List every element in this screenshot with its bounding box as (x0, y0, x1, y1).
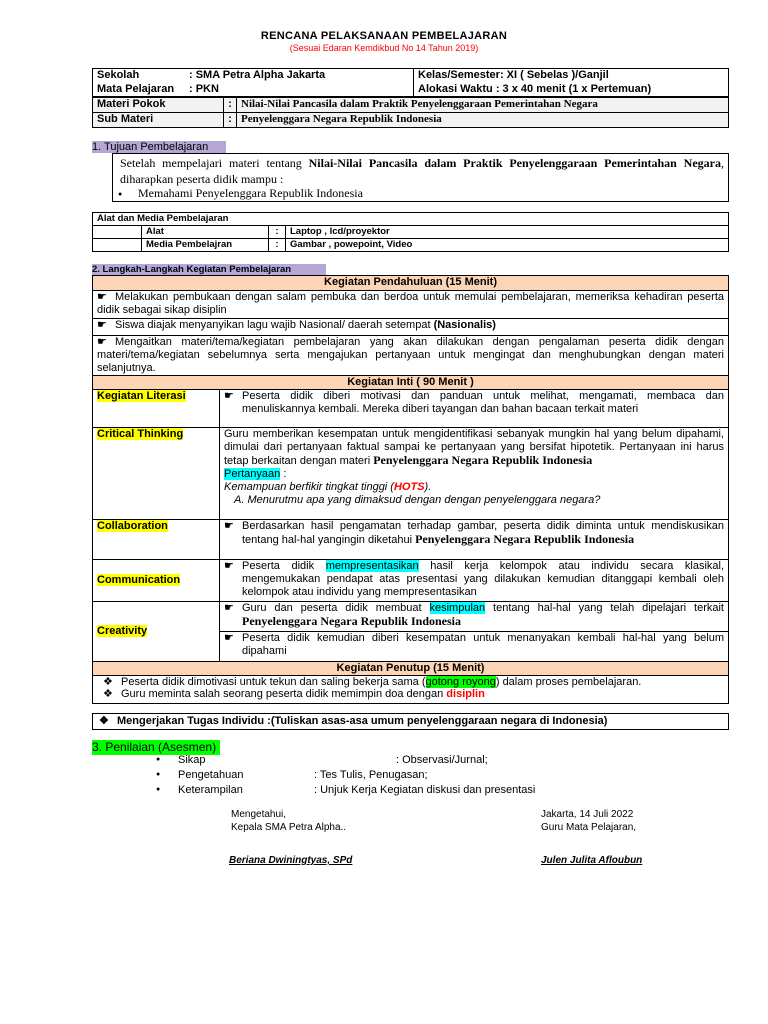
materi-table (92, 97, 729, 128)
sekolah-cell (93, 69, 414, 83)
collab-text: Berdasarkan hasil pengamatan terhadap gambar, peserta didik diminta untuk mendiskusikan tentang hal-hal yangingin diketahui (242, 520, 724, 546)
kepala-sekolah-name: Beriana Dwiningtyas, SPd (229, 855, 353, 866)
critical-cell (220, 428, 729, 520)
kepala-sekolah-title: Kepala SMA Petra Alpha.. (231, 822, 347, 833)
creat-text-1: Guru dan peserta didik membuat (242, 602, 422, 614)
penilaian-label: Keterampilan (178, 784, 243, 796)
media-colon: : (269, 239, 286, 252)
media-indent (93, 239, 142, 252)
tujuan-intro-text: Setelah mempelajari materi tentang (120, 156, 302, 170)
comm-label (93, 560, 220, 602)
creat-cell-1 (220, 602, 729, 632)
pertanyaan-label: Pertanyaan (224, 468, 281, 480)
creat-highlight: kesimpulan (429, 602, 486, 614)
tujuan-intro-bold: Nilai-Nilai Pancasila dalam Praktik Penyelenggaraan Pemerintahan Negara (308, 156, 721, 170)
sekolah-label: Sekolah (97, 69, 140, 81)
pendahuluan-title: Kegiatan Pendahuluan (15 Menit) (93, 276, 729, 291)
document-title: RENCANA PELAKSANAAN PEMBELAJARAN (260, 30, 508, 42)
tujuan-intro-end: , diharapkan peserta didik mampu : (120, 156, 724, 186)
diamond-bullet-icon: ❖ (103, 676, 113, 688)
penilaian-list (150, 754, 650, 799)
critical-label-text: Critical Thinking (97, 428, 184, 440)
hand-pointer-icon: ☛ (224, 602, 234, 614)
guru-name: Julen Julita Afloubun (541, 855, 643, 866)
kelas-cell (414, 69, 729, 83)
penutup-cell (93, 676, 729, 704)
tugas-text: Mengerjakan Tugas Individu :(Tuliskan asas-asa umum penyelenggaraan negara di Indonesia) (117, 715, 608, 727)
activities-table (92, 275, 729, 704)
comm-cell (220, 560, 729, 602)
alat-heading: Alat dan Media Pembelajaran (93, 213, 729, 226)
literasi-text: Peserta didik diberi motivasi dan panduan untuk melihat, mengamati, membaca dan menuliskannya kembali. Mereka diberi tayangan dan bahan bacaan terkait materi (242, 390, 724, 415)
pend-1-text: Melakukan pembukaan dengan salam pembuka dan berdoa untuk memulai pembelajaran, memeriksa kehadiran peserta didik sebagai sikap disiplin (97, 291, 724, 316)
tujuan-bullet (118, 186, 363, 201)
hand-pointer-icon: ☛ (97, 319, 107, 331)
creat-text-2: tentang hal-hal yang telah dipelajari terkait (493, 602, 724, 614)
creat-text-3: Peserta didik kemudian diberi kesempatan untuk menanyakan kembali hal-hal yang belum dipahami (242, 632, 724, 657)
tujuan-bullet-text: Memahami Penyelenggara Republik Indonesia (138, 186, 363, 200)
comm-text-1: Peserta didik (242, 560, 315, 572)
hots-word: HOTS (393, 481, 425, 493)
sekolah-value: : SMA Petra Alpha Jakarta (189, 69, 326, 81)
pen-1-end: ) dalam proses pembelajaran. (495, 676, 642, 688)
pen-2-text: Guru meminta salah seorang peserta didik memimpin doa dengan (121, 688, 444, 700)
pendahuluan-item-3 (93, 336, 729, 376)
alokasi-value: Alokasi Waktu : 3 x 40 menit (1 x Pertemuan) (418, 82, 652, 95)
kelas-value: Kelas/Semester: XI ( Sebelas )/Ganjil (418, 69, 609, 81)
mapel-label: Mata Pelajaran (97, 82, 175, 95)
collab-label-text: Collaboration (97, 520, 168, 532)
penilaian-value: : Unjuk Kerja Kegiatan diskusi dan presentasi (314, 784, 536, 796)
mengetahui-text: Mengetahui, (231, 809, 287, 820)
bullet-dot-icon: ● (156, 756, 161, 763)
literasi-label (93, 390, 220, 428)
hand-pointer-icon: ☛ (97, 336, 107, 348)
creat-bold: Penyelenggara Negara Republik Indonesia (242, 614, 462, 628)
materi-label: Materi Pokok (93, 98, 224, 113)
alat-table (92, 212, 729, 252)
diamond-bullet-icon: ❖ (103, 688, 113, 700)
penilaian-value: : Observasi/Jurnal; (396, 754, 488, 766)
penilaian-heading: 3. Penilaian (Asesmen) (92, 740, 220, 755)
comm-text-2: hasil kerja kelompok atau individu secara klasikal, mengemukakan pendapat atas presentasi yang dilakukan kemudian ditanggapi kembali oleh kelompok atau individu yang mempresentasikan (242, 560, 725, 598)
bullet-dot-icon: ● (156, 786, 161, 793)
alat-label: Alat (142, 226, 269, 239)
pend-2-bold: (Nasionalis) (433, 319, 496, 331)
penilaian-label: Sikap (178, 754, 206, 766)
mapel-cell (93, 83, 414, 97)
info-table (92, 68, 729, 97)
hand-pointer-icon: ☛ (97, 291, 107, 303)
collab-cell (220, 520, 729, 560)
pend-2-text: Siswa diajak menyanyikan lagu wajib Nasional/ daerah setempat (115, 319, 431, 331)
penilaian-item-keterampilan (150, 784, 650, 799)
creat-cell-2 (220, 632, 729, 662)
signature-left (231, 808, 346, 834)
pen-1-text: Peserta didik dimotivasi untuk tekun dan saling bekerja sama ( (121, 676, 426, 688)
penilaian-label: Pengetahuan (178, 769, 244, 781)
hots-text: Kemampuan berfikir tingkat tinggi ( (224, 481, 394, 493)
date-text: Jakarta, 14 Juli 2022 (541, 809, 634, 820)
critical-bold: Penyelenggara Negara Republik Indonesia (373, 453, 593, 467)
bullet-dot-icon: ● (118, 190, 123, 199)
inti-title: Kegiatan Inti ( 90 Menit ) (93, 376, 729, 390)
alat-colon: : (269, 226, 286, 239)
sub-value: Penyelenggara Negara Republik Indonesia (237, 113, 729, 128)
mapel-value: : PKN (189, 82, 219, 95)
hand-pointer-icon: ☛ (224, 560, 234, 572)
media-value: Gambar , powepoint, Video (286, 239, 729, 252)
alat-value: Laptop , lcd/proyektor (286, 226, 729, 239)
comm-highlight: mempresentasikan (325, 560, 419, 572)
diamond-bullet-icon: ❖ (99, 715, 109, 727)
penilaian-item-sikap (150, 754, 650, 769)
bullet-dot-icon: ● (156, 771, 161, 778)
hand-pointer-icon: ☛ (224, 520, 234, 532)
materi-value: Nilai-Nilai Pancasila dalam Praktik Penyelenggaraan Pemerintahan Negara (237, 98, 729, 113)
creat-label (93, 602, 220, 662)
tujuan-intro (120, 155, 724, 187)
critical-label (93, 428, 220, 520)
hots-question: A. Menurutmu apa yang dimaksud dengan dengan penyelenggara negara? (234, 494, 601, 506)
collab-bold: Penyelenggara Negara Republik Indonesia (415, 532, 635, 546)
collab-label (93, 520, 220, 560)
media-label: Media Pembelajran (142, 239, 269, 252)
sub-colon: : (224, 113, 237, 128)
literasi-cell (220, 390, 729, 428)
langkah-heading: 2. Langkah-Langkah Kegiatan Pembelajaran (92, 264, 326, 276)
critical-text: Guru memberikan kesempatan untuk mengidentifikasi sebanyak mungkin hal yang belum dipahami, dimulai dari pertanyaan faktual sampai ke pertanyaan yang bersifat hipotetik. Pertanyaan ini harus tetap berkaitan dengan materi (224, 428, 724, 467)
comm-label-text: Communication (97, 574, 181, 586)
alokasi-cell (414, 83, 729, 97)
creat-label-text: Creativity (97, 625, 148, 637)
literasi-label-text: Kegiatan Literasi (97, 390, 186, 402)
pen-1-highlight: gotong royong (425, 676, 496, 688)
pertanyaan-colon: : (280, 468, 287, 480)
pen-2-red: disiplin (446, 688, 485, 700)
pendahuluan-item-1 (93, 291, 729, 319)
alat-indent (93, 226, 142, 239)
guru-title: Guru Mata Pelajaran, (541, 822, 637, 833)
tujuan-heading: 1. Tujuan Pembelajaran (92, 141, 226, 153)
tugas-box (92, 713, 729, 730)
signature-right (541, 808, 636, 834)
sub-label: Sub Materi (93, 113, 224, 128)
hots-end: ). (424, 481, 432, 493)
penutup-title: Kegiatan Penutup (15 Menit) (93, 662, 729, 676)
penilaian-item-pengetahuan (150, 769, 650, 784)
hand-pointer-icon: ☛ (224, 390, 234, 402)
hand-pointer-icon: ☛ (224, 632, 234, 644)
document-subtitle: (Sesuai Edaran Kemdikbud No 14 Tahun 2019) (289, 43, 479, 53)
materi-colon: : (224, 98, 237, 113)
penilaian-value: : Tes Tulis, Penugasan; (314, 769, 428, 781)
pendahuluan-item-2 (93, 319, 729, 336)
pend-3-text: Mengaitkan materi/tema/kegiatan pembelajaran yang akan dilakukan dengan pengalaman peserta didik dengan materi/tema/kegiatan sebelumnya serta mengajukan pertanyaan untuk mengingat dan menghubungkan dengan materi selanjutnya. (97, 336, 724, 374)
